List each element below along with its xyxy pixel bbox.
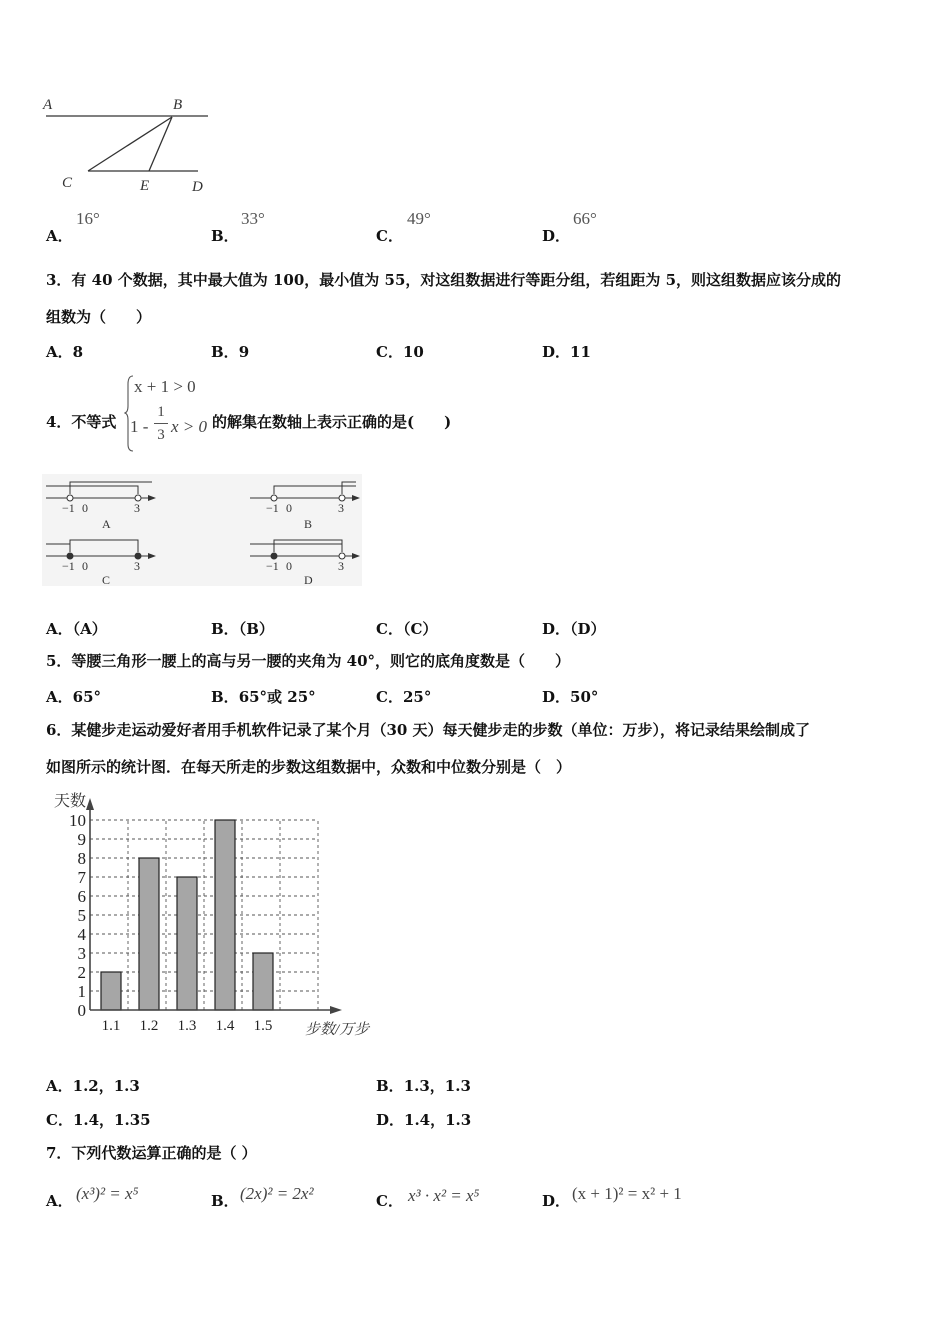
q4-option-a[interactable] xyxy=(46,618,107,639)
x-tick-label: 1.1 xyxy=(101,1018,121,1034)
option-letter: C． xyxy=(376,688,403,706)
y-tick-label: 3 xyxy=(77,944,86,963)
q6-option-a[interactable] xyxy=(46,1075,140,1096)
q7-option-b[interactable] xyxy=(211,1190,239,1211)
svg-text:0: 0 xyxy=(82,501,88,515)
svg-text:A: A xyxy=(102,517,111,531)
y-tick-label: 5 xyxy=(77,906,86,925)
option-letter: D． xyxy=(542,1192,571,1210)
option-value: 1.4，1.3 xyxy=(404,1111,472,1129)
svg-text:0: 0 xyxy=(286,501,292,515)
q6-option-b[interactable] xyxy=(376,1075,471,1096)
q5-option-c[interactable] xyxy=(376,686,431,707)
q7-option-d-expr: (x + 1)² = x² + 1 xyxy=(572,1184,682,1203)
x-tick-label: 1.2 xyxy=(139,1018,159,1034)
option-value: 25° xyxy=(402,688,432,706)
chart-y-tick-labels xyxy=(69,811,87,1020)
y-tick-label: 6 xyxy=(77,887,86,906)
q4-stem-prefix: 4．不等式 xyxy=(46,413,117,431)
x-axis-label: 步数/万步 xyxy=(305,1022,370,1038)
x-tick-label: 1.3 xyxy=(177,1018,197,1034)
q3-stem-line2: 组数为（ ） xyxy=(46,308,152,326)
chart-x-tick-labels xyxy=(102,1018,273,1034)
label-e: E xyxy=(140,178,150,194)
option-value: （C） xyxy=(402,620,438,638)
q2-option-d[interactable] xyxy=(542,225,570,246)
option-letter: C． xyxy=(376,620,403,638)
option-letter: A． xyxy=(46,343,73,361)
q4-stem-suffix: 的解集在数轴上表示正确的是( ) xyxy=(212,413,452,431)
y-tick-label: 8 xyxy=(77,849,86,868)
q3-option-d[interactable] xyxy=(542,341,591,362)
label-d: D xyxy=(192,179,203,195)
option-value: 50° xyxy=(570,688,599,706)
option-value: 65°或 25° xyxy=(238,688,316,706)
svg-text:3: 3 xyxy=(338,559,344,573)
bar-1.1 xyxy=(101,972,121,1010)
svg-text:3: 3 xyxy=(134,501,140,515)
svg-text:3: 3 xyxy=(134,559,140,573)
step-count-bar-chart xyxy=(40,784,390,1046)
option-value: 8 xyxy=(72,343,84,361)
q4-fraction-denominator: 3 xyxy=(157,427,165,443)
svg-text:0: 0 xyxy=(286,559,292,573)
q2-option-b-value: 33° xyxy=(241,209,265,228)
q2-option-d-value: 66° xyxy=(573,209,597,228)
svg-text:−1: −1 xyxy=(62,559,75,573)
option-letter: D． xyxy=(542,688,571,706)
bar-1.4 xyxy=(215,820,235,1010)
svg-text:−1: −1 xyxy=(266,559,279,573)
q5-option-b[interactable] xyxy=(211,686,316,707)
q2-option-c[interactable] xyxy=(376,225,403,246)
y-tick-label: 10 xyxy=(69,811,86,830)
q4-inequality-1: x + 1 > 0 xyxy=(134,377,196,396)
option-letter: A． xyxy=(46,620,73,638)
svg-text:D: D xyxy=(304,573,313,586)
option-letter: C． xyxy=(376,343,403,361)
option-value: 65° xyxy=(72,688,102,706)
option-letter: B． xyxy=(376,1077,404,1095)
svg-text:C: C xyxy=(102,573,111,586)
label-b: B xyxy=(173,97,183,113)
option-letter: C． xyxy=(376,1192,403,1210)
y-tick-label: 1 xyxy=(77,982,86,1001)
y-tick-label: 7 xyxy=(77,868,86,887)
svg-text:0: 0 xyxy=(82,559,88,573)
q2-option-a-value: 16° xyxy=(76,209,100,228)
bar-1.2 xyxy=(139,858,159,1010)
option-letter: A． xyxy=(46,1077,73,1095)
option-letter: C． xyxy=(46,1111,73,1129)
q4-option-d[interactable] xyxy=(542,618,606,639)
option-value: 9 xyxy=(238,343,250,361)
segment-cb xyxy=(88,117,172,171)
q2-option-a[interactable] xyxy=(46,225,73,246)
y-axis-arrow xyxy=(86,798,94,810)
option-letter: D． xyxy=(542,620,571,638)
q4-inequality-2-lead: 1 - xyxy=(130,417,149,436)
option-letter: D． xyxy=(376,1111,405,1129)
option-letter: B． xyxy=(211,227,239,245)
svg-text:B: B xyxy=(304,517,313,531)
option-letter: C． xyxy=(376,227,403,245)
option-value: 10 xyxy=(402,343,424,361)
bar-1.5 xyxy=(253,953,273,1010)
q7-option-a[interactable] xyxy=(46,1190,73,1211)
option-letter: D． xyxy=(542,227,571,245)
option-letter: B． xyxy=(211,688,239,706)
option-value: （B） xyxy=(238,620,274,638)
q5-stem: 5．等腰三角形一腰上的高与另一腰的夹角为 40°，则它的底角度数是（ ） xyxy=(46,652,571,670)
y-tick-label: 4 xyxy=(77,925,86,944)
q7-option-b-expr: (2x)² = 2x² xyxy=(240,1184,314,1203)
x-tick-label: 1.5 xyxy=(253,1018,273,1034)
option-value: 11 xyxy=(570,343,591,361)
q2-option-c-value: 49° xyxy=(407,209,431,228)
q6-stem-line1: 6．某健步走运动爱好者用手机软件记录了某个月（30 天）每天健步走的步数（单位：万步），将记录结果绘制成了 xyxy=(46,721,811,739)
q3-option-c[interactable] xyxy=(376,341,424,362)
option-letter: B． xyxy=(211,343,239,361)
option-letter: D． xyxy=(542,343,571,361)
option-value: 1.3，1.3 xyxy=(403,1077,471,1095)
q3-option-b[interactable] xyxy=(211,341,249,362)
q6-stem-line2: 如图所示的统计图．在每天所走的步数这组数据中，众数和中位数分别是（ ） xyxy=(46,758,572,776)
chart-grid xyxy=(90,820,318,1010)
q6-option-c[interactable] xyxy=(46,1109,151,1130)
q5-option-a[interactable] xyxy=(46,686,101,707)
label-a: A xyxy=(43,97,53,113)
x-axis-arrow xyxy=(330,1006,342,1014)
option-letter: A． xyxy=(46,1192,73,1210)
q6-option-d[interactable] xyxy=(376,1109,471,1130)
option-value: 1.4，1.35 xyxy=(72,1111,151,1129)
y-axis-label: 天数 xyxy=(54,793,87,810)
bar-1.3 xyxy=(177,877,197,1010)
option-value: （D） xyxy=(570,620,606,638)
q3-option-a[interactable] xyxy=(46,341,83,362)
option-letter: A． xyxy=(46,688,73,706)
q4-inequality-2-tail: x > 0 xyxy=(171,417,208,436)
q4-option-b[interactable] xyxy=(211,618,274,639)
q4-fraction-numerator: 1 xyxy=(157,404,165,420)
q5-option-d[interactable] xyxy=(542,686,598,707)
option-value: 1.2，1.3 xyxy=(72,1077,140,1095)
option-letter: B． xyxy=(211,620,239,638)
svg-text:−1: −1 xyxy=(62,501,75,515)
q7-option-a-expr: (x³)² = x⁵ xyxy=(76,1184,139,1203)
q7-option-d[interactable] xyxy=(542,1190,570,1211)
q7-option-c-expr: x³ · x² = x⁵ xyxy=(408,1186,480,1205)
option-letter: A． xyxy=(46,227,73,245)
q7-option-c[interactable] xyxy=(376,1190,403,1211)
y-tick-label: 0 xyxy=(77,1001,86,1020)
q4-numberline-figure xyxy=(42,474,362,586)
svg-text:3: 3 xyxy=(338,501,344,515)
option-letter: B． xyxy=(211,1192,239,1210)
svg-text:−1: −1 xyxy=(266,501,279,515)
q2-geometry-figure xyxy=(38,92,218,200)
q2-option-b[interactable] xyxy=(211,225,239,246)
y-tick-label: 9 xyxy=(77,830,86,849)
option-value: （A） xyxy=(72,620,107,638)
x-tick-label: 1.4 xyxy=(215,1018,235,1034)
q4-option-c[interactable] xyxy=(376,618,437,639)
q7-stem: 7．下列代数运算正确的是（ ） xyxy=(46,1144,257,1162)
fraction-bar xyxy=(154,423,168,424)
y-tick-label: 2 xyxy=(77,963,86,982)
q3-stem-line1: 3．有 40 个数据，其中最大值为 100，最小值为 55，对这组数据进行等距分组，若组距为 5，则这组数据应该分成的 xyxy=(46,271,842,289)
label-c: C xyxy=(62,175,73,191)
